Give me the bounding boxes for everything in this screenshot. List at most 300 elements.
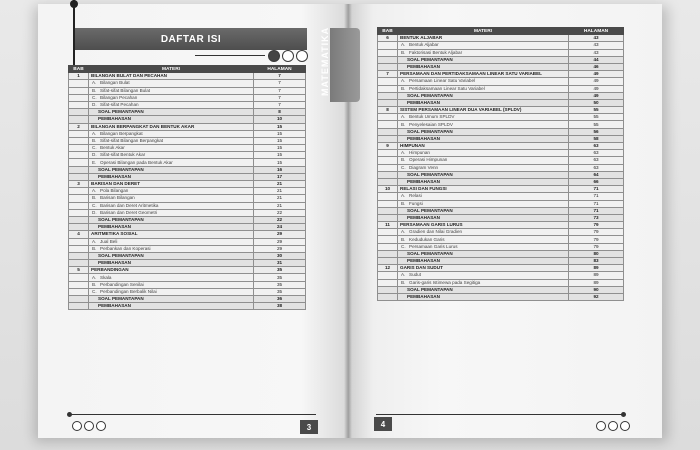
materi-cell: PEMBAHASAN [398, 258, 569, 265]
halaman-cell: 7 [254, 73, 306, 80]
toc-title-bar [75, 28, 307, 50]
bab-cell [378, 114, 398, 121]
page-number-right: 4 [374, 417, 392, 431]
bab-cell [378, 272, 398, 279]
subtopic-letter: D. [92, 152, 97, 158]
subtopic-letter: A. [401, 272, 406, 278]
subtopic-row [378, 49, 624, 56]
summary-row [378, 178, 624, 185]
materi-cell [89, 137, 254, 144]
bab-cell [69, 296, 89, 303]
bab-cell [378, 121, 398, 128]
materi-cell [398, 229, 569, 236]
materi-cell [89, 281, 254, 288]
materi-cell [398, 279, 569, 286]
summary-row [378, 63, 624, 70]
subtopic-row [378, 236, 624, 243]
bab-cell [69, 173, 89, 180]
halaman-cell: 22 [254, 209, 306, 216]
subtopic-row [378, 243, 624, 250]
bab-cell [378, 236, 398, 243]
subtopic-title: Perbankan dan Koperasi [100, 245, 151, 251]
bab-cell: 5 [69, 267, 89, 274]
subtopic-title: Relasi [409, 193, 422, 199]
materi-cell [89, 195, 254, 202]
halaman-cell: 8 [254, 109, 306, 116]
chat-icon [96, 421, 106, 431]
subtopic-title: Perbandingan Berbalik Nilai [100, 288, 157, 294]
subtopic-title: Barisan dan Deret Aritmetika [100, 202, 159, 208]
subtopic-row [69, 238, 306, 245]
subtopic-letter: C. [401, 164, 406, 170]
subtopic-row [69, 94, 306, 101]
materi-cell: SOAL PEMANTAPAN [89, 296, 254, 303]
subtopic-letter: A. [92, 238, 97, 244]
subtopic-letter: B. [92, 195, 97, 201]
materi-cell: BENTUK ALJABAR [398, 35, 569, 42]
bab-cell [378, 229, 398, 236]
halaman-cell: 36 [254, 296, 306, 303]
halaman-cell: 71 [569, 200, 624, 207]
subtopic-row [69, 80, 306, 87]
subtopic-title: Penyelesaian SPLDV [409, 121, 453, 127]
pencil-icon [268, 50, 280, 62]
halaman-cell: 89 [569, 265, 624, 272]
subtopic-title: Pertidaksamaan Linear Satu Variabel [409, 85, 485, 91]
halaman-cell: 15 [254, 152, 306, 159]
bab-cell [378, 250, 398, 257]
materi-cell: ARITMETIKA SOSIAL [89, 231, 254, 238]
bab-cell [69, 101, 89, 108]
summary-row [69, 303, 306, 310]
subtopic-row [69, 288, 306, 295]
subtopic-row [378, 121, 624, 128]
subtopic-title: Pola Bilangan [100, 188, 129, 194]
materi-cell: PEMBAHASAN [89, 116, 254, 123]
halaman-cell: 10 [254, 116, 306, 123]
subtopic-letter: B. [401, 236, 406, 242]
halaman-cell: 15 [254, 130, 306, 137]
bab-cell [69, 209, 89, 216]
subtopic-row [69, 188, 306, 195]
halaman-cell: 49 [569, 92, 624, 99]
halaman-cell: 89 [569, 279, 624, 286]
summary-row [378, 171, 624, 178]
subtopic-title: Operasi Himpunan [409, 157, 448, 163]
materi-cell [398, 200, 569, 207]
materi-cell: PEMBAHASAN [398, 293, 569, 300]
subtopic-row [69, 152, 306, 159]
footer-icons-left [72, 421, 106, 431]
bab-cell [378, 243, 398, 250]
summary-row [69, 224, 306, 231]
bab-cell [378, 207, 398, 214]
bab-cell [378, 49, 398, 56]
bab-cell [69, 216, 89, 223]
subtopic-row [378, 78, 624, 85]
bab-cell [69, 303, 89, 310]
materi-cell: PERSAMAAN DAN PERTIDAKSAMAAN LINEAR SATU VARIABEL [398, 71, 569, 78]
subtopic-title: Kedudukan Garis [409, 236, 445, 242]
subtopic-title: Bentuk Umum SPLDV [409, 114, 455, 120]
materi-cell [398, 114, 569, 121]
bab-cell [69, 288, 89, 295]
subtopic-letter: B. [92, 87, 97, 93]
halaman-cell: 73 [569, 214, 624, 221]
bab-cell [378, 258, 398, 265]
halaman-cell: 49 [569, 78, 624, 85]
bab-cell [378, 56, 398, 63]
subtopic-letter: D. [92, 209, 97, 215]
subtopic-row [69, 101, 306, 108]
bab-cell: 6 [378, 35, 398, 42]
subtopic-title: Garis-garis Istimewa pada Segitiga [409, 279, 481, 285]
summary-row [69, 166, 306, 173]
subtopic-letter: C. [92, 202, 97, 208]
bab-cell [69, 281, 89, 288]
materi-cell [89, 245, 254, 252]
materi-cell: BARISAN DAN DERET [89, 181, 254, 188]
subtopic-letter: A. [401, 42, 406, 48]
bab-cell [69, 202, 89, 209]
halaman-cell: 24 [254, 224, 306, 231]
materi-cell [89, 152, 254, 159]
chapter-row [378, 222, 624, 229]
halaman-cell: 79 [569, 243, 624, 250]
materi-cell [89, 87, 254, 94]
column-header-halaman: HALAMAN [569, 28, 624, 35]
magnifier-icon [282, 50, 294, 62]
bab-cell [378, 99, 398, 106]
line-dot [70, 0, 78, 8]
halaman-cell: 35 [254, 281, 306, 288]
halaman-cell: 71 [569, 193, 624, 200]
materi-cell: SOAL PEMANTAPAN [89, 166, 254, 173]
toc-table-left [68, 65, 306, 310]
materi-cell [89, 288, 254, 295]
subtopic-letter: B. [401, 200, 406, 206]
halaman-cell: 79 [569, 222, 624, 229]
halaman-cell: 63 [569, 157, 624, 164]
subtopic-letter: A. [92, 80, 97, 86]
toc-title: DAFTAR ISI [160, 33, 222, 45]
subtopic-title: Barisan dan Deret Geometri [100, 209, 158, 215]
subtopic-letter: B. [401, 279, 406, 285]
bab-cell [69, 87, 89, 94]
subtopic-letter: D. [92, 102, 97, 108]
chapter-row [69, 181, 306, 188]
halaman-cell: 35 [254, 267, 306, 274]
halaman-cell: 71 [569, 207, 624, 214]
bab-cell [378, 150, 398, 157]
materi-cell: BILANGAN BERPANGKAT DAN BENTUK AKAR [89, 123, 254, 130]
halaman-cell: 7 [254, 94, 306, 101]
subtopic-row [378, 193, 624, 200]
subtopic-row [69, 145, 306, 152]
materi-cell [398, 164, 569, 171]
materi-cell: PERSAMAAN GARIS LURUS [398, 222, 569, 229]
subtopic-letter: B. [92, 281, 97, 287]
bab-cell [69, 252, 89, 259]
materi-cell: RELASI DAN FUNGSI [398, 186, 569, 193]
materi-cell [398, 243, 569, 250]
materi-cell [398, 193, 569, 200]
halaman-cell: 21 [254, 202, 306, 209]
subtopic-letter: E. [92, 159, 97, 165]
bab-cell: 12 [378, 265, 398, 272]
subtopic-title: Bilangan Berpangkat [100, 130, 143, 136]
subtopic-letter: A. [401, 150, 406, 156]
bab-cell [378, 193, 398, 200]
halaman-cell: 29 [254, 238, 306, 245]
materi-cell: GARIS DAN SUDUT [398, 265, 569, 272]
materi-cell: SOAL PEMANTAPAN [398, 128, 569, 135]
bab-cell [69, 260, 89, 267]
halaman-cell: 80 [569, 250, 624, 257]
subtopic-row [378, 150, 624, 157]
subtopic-row [69, 245, 306, 252]
materi-cell [398, 85, 569, 92]
halaman-cell: 63 [569, 164, 624, 171]
materi-cell: PEMBAHASAN [398, 214, 569, 221]
summary-row [69, 296, 306, 303]
halaman-cell: 15 [254, 145, 306, 152]
halaman-cell: 21 [254, 195, 306, 202]
column-header-materi: MATERI [89, 66, 254, 73]
subtopic-title: Sifat-sifat Bilangan Berpangkat [100, 137, 164, 143]
halaman-cell: 17 [254, 173, 306, 180]
subtopic-title: Bentuk Aljabar [409, 42, 439, 48]
halaman-cell: 7 [254, 101, 306, 108]
summary-row [378, 293, 624, 300]
chapter-row [69, 73, 306, 80]
bab-cell [378, 128, 398, 135]
halaman-cell: 55 [569, 107, 624, 114]
halaman-cell: 29 [254, 245, 306, 252]
materi-cell: SOAL PEMANTAPAN [398, 56, 569, 63]
bab-cell [69, 80, 89, 87]
materi-cell [398, 272, 569, 279]
subtopic-letter: B. [401, 157, 406, 163]
bab-cell [69, 152, 89, 159]
materi-cell [89, 188, 254, 195]
halaman-cell: 49 [569, 85, 624, 92]
footer-dot [621, 412, 626, 417]
subtopic-row [378, 114, 624, 121]
subtopic-row [378, 42, 624, 49]
bab-cell [69, 116, 89, 123]
chapter-row [69, 267, 306, 274]
subtopic-letter: A. [401, 229, 406, 235]
chapter-row [69, 123, 306, 130]
halaman-cell: 7 [254, 87, 306, 94]
materi-cell: SOAL PEMANTAPAN [398, 250, 569, 257]
bab-cell: 4 [69, 231, 89, 238]
halaman-cell: 83 [569, 258, 624, 265]
materi-cell [89, 94, 254, 101]
materi-cell: SISTEM PERSAMAAN LINEAR DUA VARIABEL (SPLDV) [398, 107, 569, 114]
subtopic-title: Jual Beli [100, 238, 118, 244]
bab-cell [378, 78, 398, 85]
subtopic-row [378, 164, 624, 171]
bab-cell [378, 63, 398, 70]
bab-cell [69, 274, 89, 281]
materi-cell: PEMBAHASAN [89, 224, 254, 231]
summary-row [378, 250, 624, 257]
materi-cell [89, 202, 254, 209]
subtopic-letter: A. [92, 130, 97, 136]
subtopic-title: Skala [100, 274, 112, 280]
halaman-cell: 58 [569, 135, 624, 142]
subtopic-row [69, 281, 306, 288]
column-header-halaman: HALAMAN [254, 66, 306, 73]
halaman-cell: 66 [569, 178, 624, 185]
materi-cell [398, 157, 569, 164]
halaman-cell: 50 [569, 99, 624, 106]
bab-cell [378, 171, 398, 178]
bab-cell [69, 188, 89, 195]
subtopic-letter: A. [92, 188, 97, 194]
subject-tab-label: MATEMATIKA [320, 26, 330, 96]
halaman-cell: 44 [569, 56, 624, 63]
subtopic-row [69, 195, 306, 202]
subtopic-title: Persamaan Linear Satu Variabel [409, 78, 476, 84]
materi-cell [398, 236, 569, 243]
halaman-cell: 63 [569, 143, 624, 150]
materi-cell [398, 150, 569, 157]
subtopic-row [69, 274, 306, 281]
subtopic-title: Barisan Bilangan [100, 195, 135, 201]
halaman-cell: 49 [569, 71, 624, 78]
subtopic-title: Operasi Bilangan pada Bentuk Akar [100, 159, 173, 165]
subtopic-letter: B. [401, 121, 406, 127]
halaman-cell: 15 [254, 137, 306, 144]
materi-cell: PEMBAHASAN [398, 135, 569, 142]
pencil-icon [596, 421, 606, 431]
materi-cell: PEMBAHASAN [89, 260, 254, 267]
halaman-cell: 43 [569, 35, 624, 42]
subtopic-title: Himpunan [409, 150, 430, 156]
subtopic-title: Fungsi [409, 200, 423, 206]
bab-cell [69, 145, 89, 152]
halaman-cell: 15 [254, 159, 306, 166]
halaman-cell: 90 [569, 286, 624, 293]
subtopic-row [69, 130, 306, 137]
materi-cell: HIMPUNAN [398, 143, 569, 150]
summary-row [378, 258, 624, 265]
summary-row [378, 128, 624, 135]
bab-cell: 10 [378, 186, 398, 193]
subtopic-title: Bilangan Bulat [100, 80, 130, 86]
summary-row [69, 216, 306, 223]
summary-row [69, 109, 306, 116]
bab-cell [69, 130, 89, 137]
bab-cell: 3 [69, 181, 89, 188]
materi-cell: SOAL PEMANTAPAN [398, 286, 569, 293]
bab-cell: 9 [378, 143, 398, 150]
subtopic-letter: C. [92, 288, 97, 294]
halaman-cell: 16 [254, 166, 306, 173]
subtopic-row [378, 85, 624, 92]
subtopic-letter: C. [92, 145, 97, 151]
subtopic-letter: B. [401, 85, 406, 91]
halaman-cell: 38 [254, 303, 306, 310]
materi-cell: SOAL PEMANTAPAN [89, 252, 254, 259]
materi-cell: SOAL PEMANTAPAN [398, 171, 569, 178]
chapter-row [69, 231, 306, 238]
bab-cell [378, 200, 398, 207]
bab-cell: 11 [378, 222, 398, 229]
subtopic-title: Bilangan Pecahan [100, 94, 138, 100]
bab-cell [69, 224, 89, 231]
materi-cell: SOAL PEMANTAPAN [89, 109, 254, 116]
subtopic-title: Sifat-sifat Bilangan Bulat [100, 87, 151, 93]
bab-cell [69, 238, 89, 245]
subtopic-letter: A. [401, 114, 406, 120]
bab-cell [378, 214, 398, 221]
summary-row [378, 99, 624, 106]
subtopic-row [378, 229, 624, 236]
bab-cell [69, 166, 89, 173]
chapter-row [378, 35, 624, 42]
toc-table-right [377, 27, 624, 301]
column-header-bab: BAB [69, 66, 89, 73]
bab-cell [378, 178, 398, 185]
materi-cell [398, 42, 569, 49]
materi-cell [89, 238, 254, 245]
halaman-cell: 89 [569, 272, 624, 279]
subtopic-title: Perbandingan Senilai [100, 281, 144, 287]
halaman-cell: 56 [569, 128, 624, 135]
subtopic-title: Sifat-sifat Bentuk Akar [100, 152, 146, 158]
halaman-cell: 15 [254, 123, 306, 130]
header-icons [268, 50, 308, 62]
chapter-row [378, 71, 624, 78]
bab-cell [69, 245, 89, 252]
subtopic-row [378, 200, 624, 207]
halaman-cell: 64 [569, 171, 624, 178]
summary-row [378, 56, 624, 63]
summary-row [378, 92, 624, 99]
materi-cell [398, 121, 569, 128]
bab-cell: 7 [378, 71, 398, 78]
materi-cell: PEMBAHASAN [398, 63, 569, 70]
materi-cell [89, 80, 254, 87]
subtopic-row [69, 202, 306, 209]
bab-cell [378, 286, 398, 293]
title-underline [195, 55, 265, 56]
materi-cell: BILANGAN BULAT DAN PECAHAN [89, 73, 254, 80]
halaman-cell: 92 [569, 293, 624, 300]
materi-cell [89, 130, 254, 137]
halaman-cell: 71 [569, 186, 624, 193]
halaman-cell: 55 [569, 121, 624, 128]
subtopic-letter: C. [92, 94, 97, 100]
chat-icon [296, 50, 308, 62]
materi-cell [89, 145, 254, 152]
subtopic-letter: A. [401, 78, 406, 84]
summary-row [378, 214, 624, 221]
column-header-bab: BAB [378, 28, 398, 35]
halaman-cell: 79 [569, 229, 624, 236]
materi-cell [398, 49, 569, 56]
subtopic-row [378, 157, 624, 164]
pencil-icon [72, 421, 82, 431]
bab-cell [378, 164, 398, 171]
halaman-cell: 43 [569, 42, 624, 49]
subtopic-letter: B. [92, 137, 97, 143]
summary-row [69, 260, 306, 267]
